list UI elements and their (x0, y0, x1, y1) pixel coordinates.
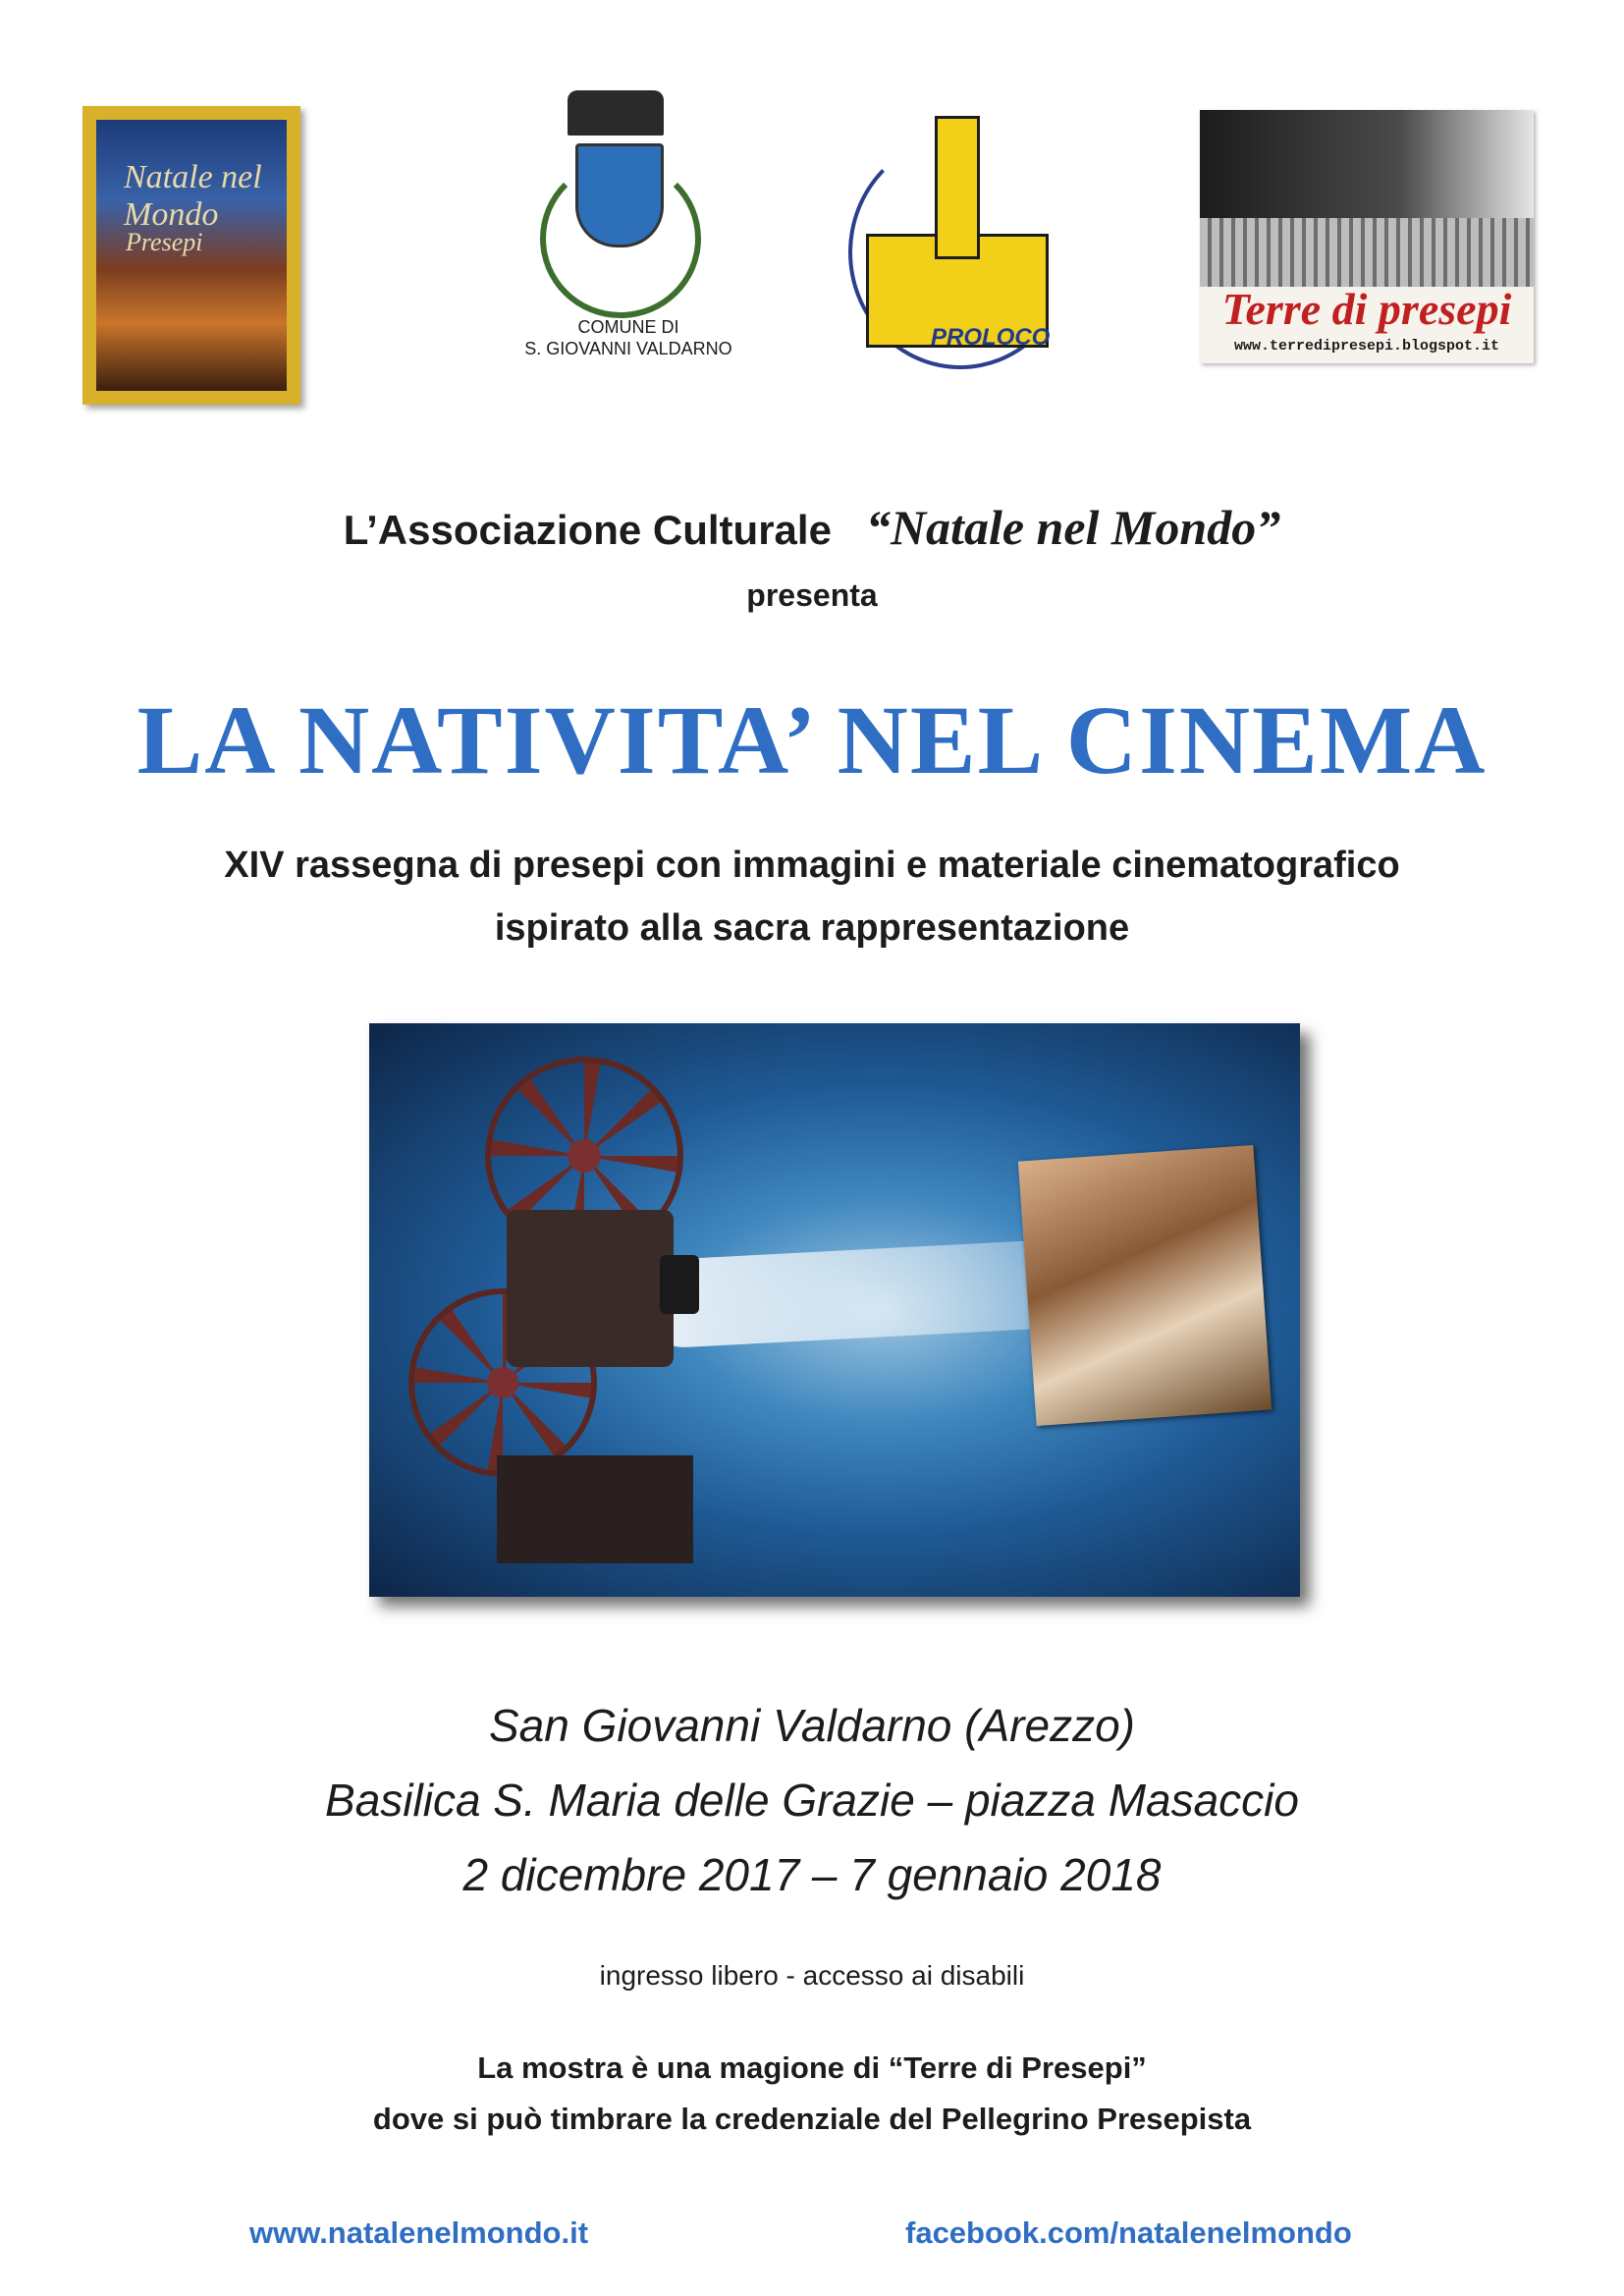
proloco-label: PROLOCO (931, 324, 1051, 351)
subtitle-line1: XIV rassegna di presepi con immagini e materiale cinematografico (224, 845, 1400, 886)
natale-nel-mondo-logo (82, 106, 300, 405)
projector-stand (497, 1455, 693, 1563)
logo-text-sub: Presepi (126, 228, 203, 256)
projector-lens (660, 1255, 699, 1314)
facebook-link[interactable]: facebook.com/natalenelmondo (905, 2215, 1352, 2250)
logo-text-title: Natale nel Mondo (124, 159, 262, 233)
comune-caption-line1: COMUNE DI (577, 317, 679, 337)
association-prefix: L’Associazione Culturale (343, 507, 832, 553)
terre-di-presepi-name: Terre di presepi (1221, 284, 1512, 334)
projector-body (507, 1210, 674, 1367)
website-link[interactable]: www.natalenelmondo.it (249, 2215, 589, 2250)
event-place: San Giovanni Valdarno (Arezzo) (489, 1700, 1135, 1751)
comune-coat-of-arms (524, 90, 732, 365)
crown-icon (568, 90, 664, 136)
page-title: LA NATIVITA’ NEL CINEMA (136, 685, 1488, 794)
proloco-logo (848, 106, 1074, 391)
terre-di-presepi-logo (1200, 110, 1534, 363)
mostra-line1: La mostra è una magione di “Terre di Presepi” (477, 2050, 1147, 2085)
tower-icon (935, 116, 980, 259)
event-venue: Basilica S. Maria delle Grazie – piazza Masaccio (325, 1775, 1299, 1826)
nativity-painting (1018, 1145, 1272, 1426)
terre-di-presepi-url: www.terredipresepi.blogspot.it (1233, 338, 1500, 355)
event-dates: 2 dicembre 2017 – 7 gennaio 2018 (462, 1849, 1162, 1900)
presenta-text: presenta (746, 577, 878, 613)
association-name: “Natale nel Mondo” (865, 500, 1281, 555)
admission-note: ingresso libero - accesso ai disabili (599, 1960, 1025, 1991)
mostra-line2: dove si può timbrare la credenziale del Pellegrino Presepista (372, 2102, 1252, 2136)
logo-painting (96, 120, 287, 391)
shield-icon (575, 143, 664, 247)
comune-caption (511, 316, 746, 359)
film-projector-image (369, 1023, 1300, 1597)
association-line (0, 499, 1624, 556)
village-image (1200, 218, 1534, 287)
comet-sky-image (1200, 110, 1534, 218)
comune-caption-line2: S. GIOVANNI VALDARNO (524, 339, 732, 358)
subtitle-line2: ispirato alla sacra rappresentazione (494, 907, 1130, 949)
